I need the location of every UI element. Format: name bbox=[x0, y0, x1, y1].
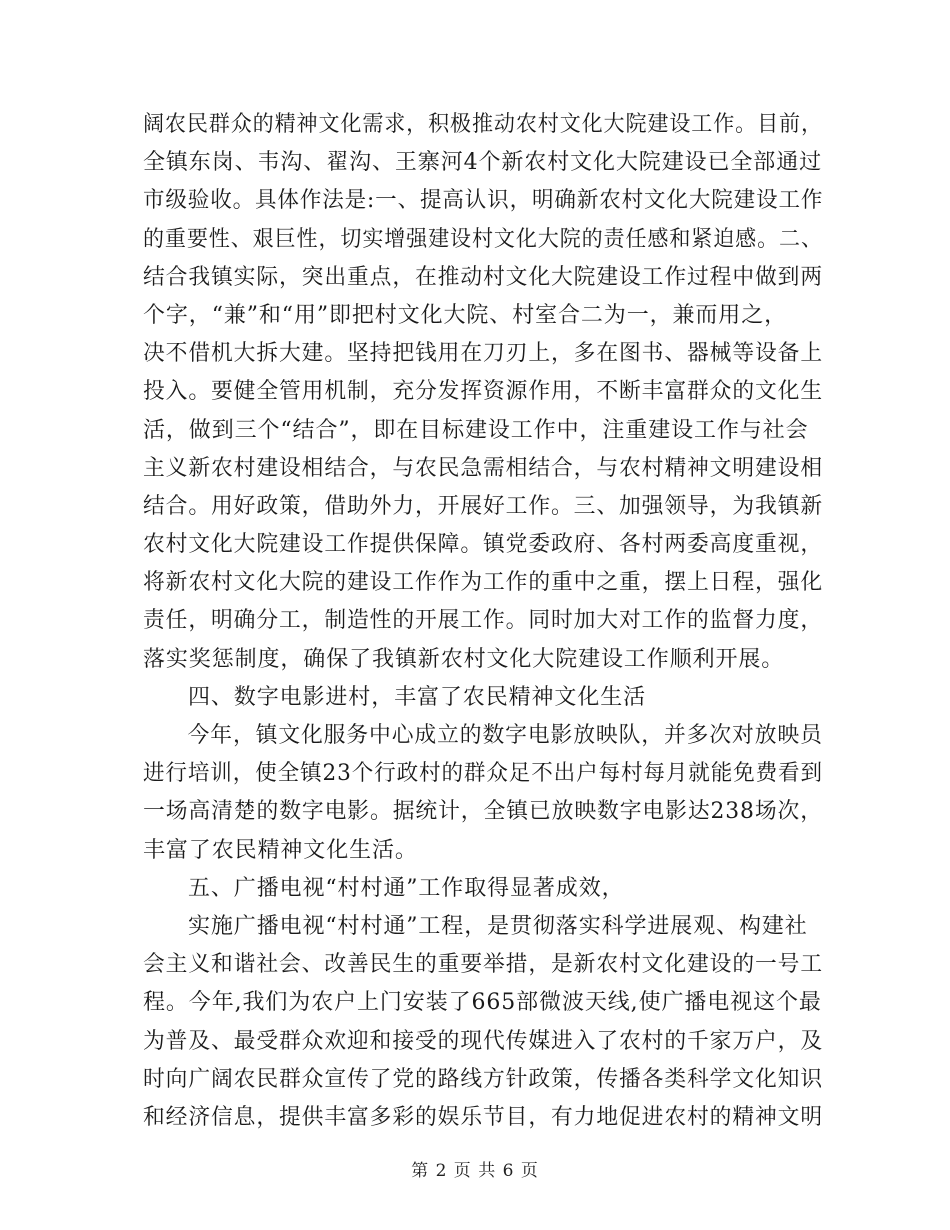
text-line: 的重要性、艰巨性，切实增强建设村文化大院的责任感和紧迫感。二、 bbox=[143, 226, 823, 252]
text-line: 时向广阔农民群众宣传了党的路线方针政策，传播各类科学文化知识 bbox=[143, 1066, 824, 1092]
text-line: 会主义和谐社会、改善民生的重要举措，是新农村文化建设的一号工 bbox=[143, 952, 824, 978]
text-line: 程。今年,我们为农户上门安装了665部微波天线,使广播电视这个最 bbox=[143, 990, 822, 1016]
text-line: 阔农民群众的精神文化需求，积极推动农村文化大院建设工作。目前， bbox=[143, 112, 823, 137]
text-line: 将新农村文化大院的建设工作作为工作的重中之重，摆上日程，强化 bbox=[143, 570, 824, 596]
text-line: 和经济信息，提供丰富多彩的娱乐节目，有力地促进农村的精神文明 bbox=[143, 1104, 824, 1130]
text-line: 结合。用好政策，借助外力，开展好工作。三、加强领导，为我镇新 bbox=[143, 493, 824, 519]
text-line: 主义新农村建设相结合，与农民急需相结合，与农村精神文明建设相 bbox=[143, 455, 824, 481]
text-line: 四、数字电影进村，丰富了农民精神文化生活 bbox=[188, 684, 647, 710]
text-line: 今年，镇文化服务中心成立的数字电影放映队，并多次对放映员 bbox=[187, 723, 823, 748]
text-line: 一场高清楚的数字电影。据统计，全镇已放映数字电影达238场次， bbox=[143, 799, 823, 825]
text-line: 投入。要健全管用机制，充分发挥资源作用，不断丰富群众的文化生 bbox=[143, 379, 824, 405]
text-line: 结合我镇实际，突出重点，在推动村文化大院建设工作过程中做到两 bbox=[143, 264, 824, 290]
text-line: 落实奖惩制度，确保了我镇新农村文化大院建设工作顺利开展。 bbox=[143, 646, 785, 672]
text-line: 市级验收。具体作法是:一、提高认识，明确新农村文化大院建设工作 bbox=[143, 188, 824, 214]
text-line: 全镇东岗、韦沟、翟沟、王寨河4个新农村文化大院建设已全部通过 bbox=[143, 150, 822, 176]
text-line: 决不借机大拆大建。坚持把钱用在刀刃上，多在图书、器械等设备上 bbox=[143, 341, 824, 367]
text-line: 实施广播电视“村村通”工程，是贯彻落实科学进展观、构建社 bbox=[188, 913, 808, 939]
text-line: 农村文化大院建设工作提供保障。镇党委政府、各村两委高度重视， bbox=[143, 532, 824, 558]
text-line: 进行培训，使全镇23个行政村的群众足不出户每村每月就能免费看到 bbox=[143, 761, 823, 787]
page-footer: 第 2 页 共 6 页 bbox=[411, 1161, 539, 1181]
text-line: 为普及、最受群众欢迎和接受的现代传媒进入了农村的千家万户，及 bbox=[143, 1028, 824, 1054]
text-line: 活，做到三个“结合”，即在目标建设工作中，注重建设工作与社会 bbox=[143, 417, 809, 443]
text-line: 个字，“兼”和“用”即把村文化大院、村室合二为一，兼而用之， bbox=[143, 302, 787, 328]
document-body bbox=[143, 106, 823, 1137]
text-line: 五、广播电视“村村通”工作取得显著成效， bbox=[188, 875, 625, 901]
text-line: 丰富了农民精神文化生活。 bbox=[143, 837, 418, 863]
text-line: 责任，明确分工，制造性的开展工作。同时加大对工作的监督力度， bbox=[143, 608, 824, 634]
